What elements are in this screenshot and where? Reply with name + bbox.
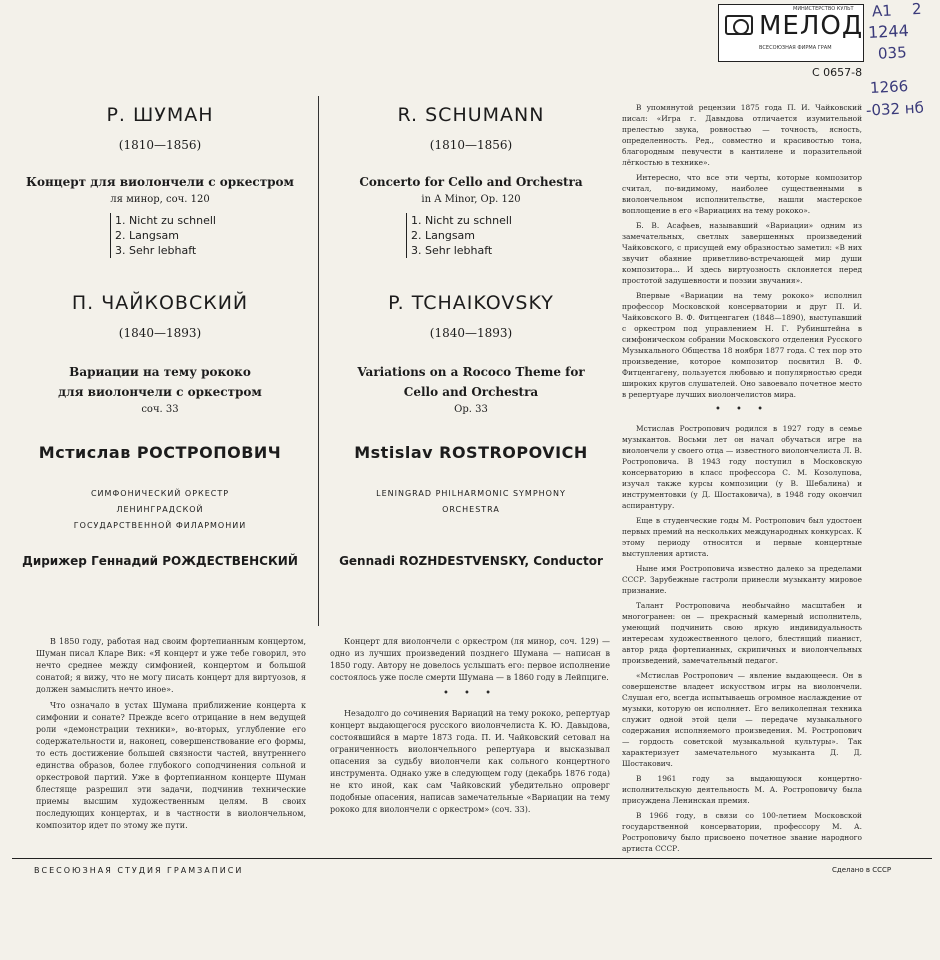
paragraph: Что означало в устах Шумана приближение концерта к симфонии и сонате? Прежде всего отрицание в нем ведущей роли «демонстрации техники», во-вторых, углубление его содержательности и, наконец, совершенствование его формы, то есть достижение большей связности частей, внутреннего единства образов, более глубокого соподчинения сольной и оркестровой партий. Уже в фортепианном концерте Шуман блестяще разрешил эти задачи, подчинив технические приемы высшим художественным целям. В своих последующих концертах, и в частности в виолончельном, композитор идет по этому же пути. — [36, 701, 306, 830]
melodiya-logo — [718, 4, 864, 62]
orchestra-line: СИМФОНИЧЕСКИЙ ОРКЕСТР — [90, 489, 230, 498]
notes-right-top — [622, 102, 862, 858]
movement-item: 2. Langsam — [411, 229, 476, 242]
russian-credits — [10, 104, 310, 568]
opus-variations-en: Op. 33 — [454, 404, 488, 415]
movement-item: 1. Nicht zu schnell — [411, 214, 512, 227]
conductor-en: Gennadi ROZHDESTVENSKY, Conductor — [339, 554, 603, 568]
opus-concerto-en: in A Minor, Op. 120 — [421, 194, 521, 205]
paragraph: Интересно, что все эти черты, которые композитор считал, по-видимому, наиболее существенными в виолончельном исполнительстве, нашли мастерское воплощение в его «Вариациях на тему рококо». — [622, 173, 862, 215]
orchestra-line: ORCHESTRA — [442, 505, 500, 514]
orchestra-line: ГОСУДАРСТВЕННОЙ ФИЛАРМОНИИ — [73, 521, 247, 530]
conductor-ru: Дирижер Геннадий РОЖДЕСТВЕНСКИЙ — [22, 554, 298, 568]
handwritten-f: -032 нб — [865, 98, 925, 120]
paragraph: «Мстислав Ростропович — явление выдающееся. Он в совершенстве владеет искусством игры на виолончели. Слушая его, всегда испытываешь огромное наслаждение от музыки, которую он исполняет. Его великолепная техника служит одной этой цели — передаче музыкального содержания исполняемого произведения. М. Ростропович — гордость советской музыкальной культуры». Так характеризует замечательного музыканта Д. Д. Шостакович. — [622, 671, 862, 768]
work-title-variations-en — [326, 362, 616, 402]
made-in: Сделано в СССР — [832, 866, 892, 874]
paragraph: Ныне имя Ростроповича известно далеко за пределами СССР. Зарубежные гастроли принесли музыканту мировое признание. — [622, 564, 862, 595]
orchestra-line: ЛЕНИНГРАДСКОЙ — [116, 505, 204, 514]
composer-tchaikovsky-en: P. TCHAIKOVSKY — [388, 292, 554, 314]
paragraph: Впервые «Вариации на тему рококо» исполнил профессор Московской консерватории и друг П. И. Чайковского В. Ф. Фитценгаген (1848—1890), выступавший с оркестром под управлением Н. Г. Рубинштейна в симфоническом собрании Московского отделения Русского Музыкального Общества 18 ноября 1877 года. С тех пор это произведение, которое композитор посвятил В. Ф. Фитценгагену, пользуется любовью и популярностью среди широких кругов слушателей. Оно завоевало почетное место в репертуаре лучших виолончелистов мира. — [622, 291, 862, 399]
orchestra-ru — [10, 486, 310, 534]
paragraph: В упомянутой рецензии 1875 года П. И. Чайковский писал: «Игра г. Давыдова отличается изумительной прелестью звука, ровностью — точность, ясность, определенность. Ред., совместно и красивостью тона, благородным певучести в кантилене и поразительной лёгкостью в технике». — [622, 103, 862, 167]
paragraph: Концерт для виолончели с оркестром (ля минор, соч. 129) — одно из лучших произведений позднего Шумана — написан в 1850 году. Автору не довелось услышать его: первое исполнение состоялось уже после смерти Шумана — в 1860 году в Лейпциге. — [330, 637, 610, 682]
composer-tchaikovsky-ru: П. ЧАЙКОВСКИЙ — [71, 292, 249, 314]
work-title-line: Вариации на тему рококо — [69, 365, 251, 379]
section-separator: • • • — [714, 404, 770, 415]
paragraph: Мстислав Ростропович родился в 1927 году в семье музыкантов. Восьми лет он начал обучаться игре на виолончели у своего отца — известного виолончелиста Л. В. Ростроповича. В 1943 году поступил в Московскую консерваторию в класс профессора С. М. Козолупова, изучал также курсы композиции (у В. Шебалина) и инструментовки (у Д. Шостаковича), в 1948 году окончил аспирантуру. — [622, 424, 862, 510]
logo-top-line: МИНИСТЕРСТВО КУЛЬТ — [793, 6, 854, 12]
paragraph: В 1966 году, в связи со 100-летием Московской государственной консерватории, профессору М. А. Ростроповичу было присвоено почетное звание народного артиста СССР. — [622, 811, 862, 853]
movements-list-en — [406, 213, 556, 258]
logo-subtitle: ВСЕСОЮЗНАЯ ФИРМА ГРАМ — [759, 45, 832, 51]
paragraph: Еще в студенческие годы М. Ростропович был удостоен первых премий на нескольких международных конкурсах. К этому периоду относятся и первые концертные выступления артиста. — [622, 516, 862, 558]
composer-schumann-ru: Р. ШУМАН — [106, 104, 214, 126]
paragraph: Талант Ростроповича необычайно масштабен и многогранен: он — прекрасный камерный исполнитель, умеющий подчинить свою яркую индивидуальность интересам художественного целого, блестящий пианист, автор ряда фортепианных, скрипичных и виолончельных произведений, замечательный педагог. — [622, 601, 862, 665]
column-divider — [318, 96, 319, 626]
melodiya-emblem-icon — [725, 15, 753, 35]
catalog-number: С 0657-8 — [812, 66, 863, 79]
paragraph: Незадолго до сочинения Вариаций на тему рококо, репертуар концерт выдающегося русского виолончелиста К. Ю. Давыдова, состоявшийся в марте 1873 года. П. И. Чайковский сетовал на ограниченность виолончельного репертуара и высказывал опасения за судьбу виолончели как сольного концертного инструмента. Однако уже в следующем году (декабрь 1876 года) не кто иной, как сам Чайковский убедительно опроверг подобные опасения, написав замечательные «Вариации на тему рококо для виолончели с оркестром» (соч. 33). — [330, 709, 610, 814]
english-credits — [326, 104, 616, 568]
notes-left — [36, 636, 306, 836]
handwritten-d: 035 — [877, 43, 908, 63]
movement-item: 3. Sehr lebhaft — [411, 244, 493, 257]
years-tchaikovsky-en: (1840—1893) — [429, 326, 513, 340]
section-separator: • • • — [442, 688, 498, 699]
paragraph: В 1961 году за выдающуюся концертно-исполнительскую деятельность М. А. Ростроповичу была присуждена Ленинская премия. — [622, 774, 862, 805]
years-schumann-ru: (1810—1856) — [118, 138, 202, 152]
work-title-line: для виолончели с оркестром — [58, 385, 262, 399]
footer-rule — [12, 858, 932, 859]
performer-ru: Мстислав РОСТРОПОВИЧ — [38, 443, 282, 462]
notes-middle — [330, 636, 610, 820]
opus-variations-ru: соч. 33 — [141, 404, 179, 415]
handwritten-a: А1 — [871, 1, 893, 21]
work-title-concerto-en: Concerto for Cello and Orchestra — [359, 175, 583, 189]
work-title-line: Variations on a Rococo Theme for — [357, 365, 585, 379]
orchestra-line: LENINGRAD PHILHARMONIC SYMPHONY — [376, 489, 566, 498]
orchestra-en — [326, 486, 616, 518]
movement-item: 2. Langsam — [115, 229, 180, 242]
handwritten-e: 1266 — [869, 77, 909, 97]
work-title-concerto-ru: Концерт для виолончели с оркестром — [26, 175, 294, 189]
work-title-variations-ru — [10, 362, 310, 402]
logo-text: МЕЛОД — [759, 11, 864, 41]
movement-item: 1. Nicht zu schnell — [115, 214, 216, 227]
paragraph: В 1850 году, работая над своим фортепианным концертом, Шуман писал Кларе Вик: «Я концерт и уже тебе говорил, это нечто среднее между симфонией, концертом и большой сонатой; я вижу, что не могу писать концерт для виртуозов, я должен замыслить нечто иное». — [36, 637, 306, 694]
movement-item: 3. Sehr lebhaft — [115, 244, 197, 257]
performer-en: Mstislav ROSTROPOVICH — [354, 443, 588, 462]
opus-concerto-ru: ля минор, соч. 120 — [110, 194, 210, 205]
movements-list-ru — [110, 213, 260, 258]
studio-name: ВСЕСОЮЗНАЯ СТУДИЯ ГРАМЗАПИСИ — [34, 866, 244, 875]
paragraph: Б. В. Асафьев, называвший «Вариации» одним из замечательных, светлых завершенных произведений Чайковского, с присущей ему образностью заметил: «В них звучит обаяние приветливо-встречающей мир души композитора... И здесь виртуозность склоняется перед простотой задушевности и поэзии звучания». — [622, 221, 862, 285]
years-tchaikovsky-ru: (1840—1893) — [118, 326, 202, 340]
work-title-line: Cello and Orchestra — [403, 385, 539, 399]
years-schumann-en: (1810—1856) — [429, 138, 513, 152]
composer-schumann-en: R. SCHUMANN — [397, 104, 545, 126]
handwritten-b: 2 — [911, 0, 923, 19]
handwritten-c: 1244 — [867, 20, 910, 43]
